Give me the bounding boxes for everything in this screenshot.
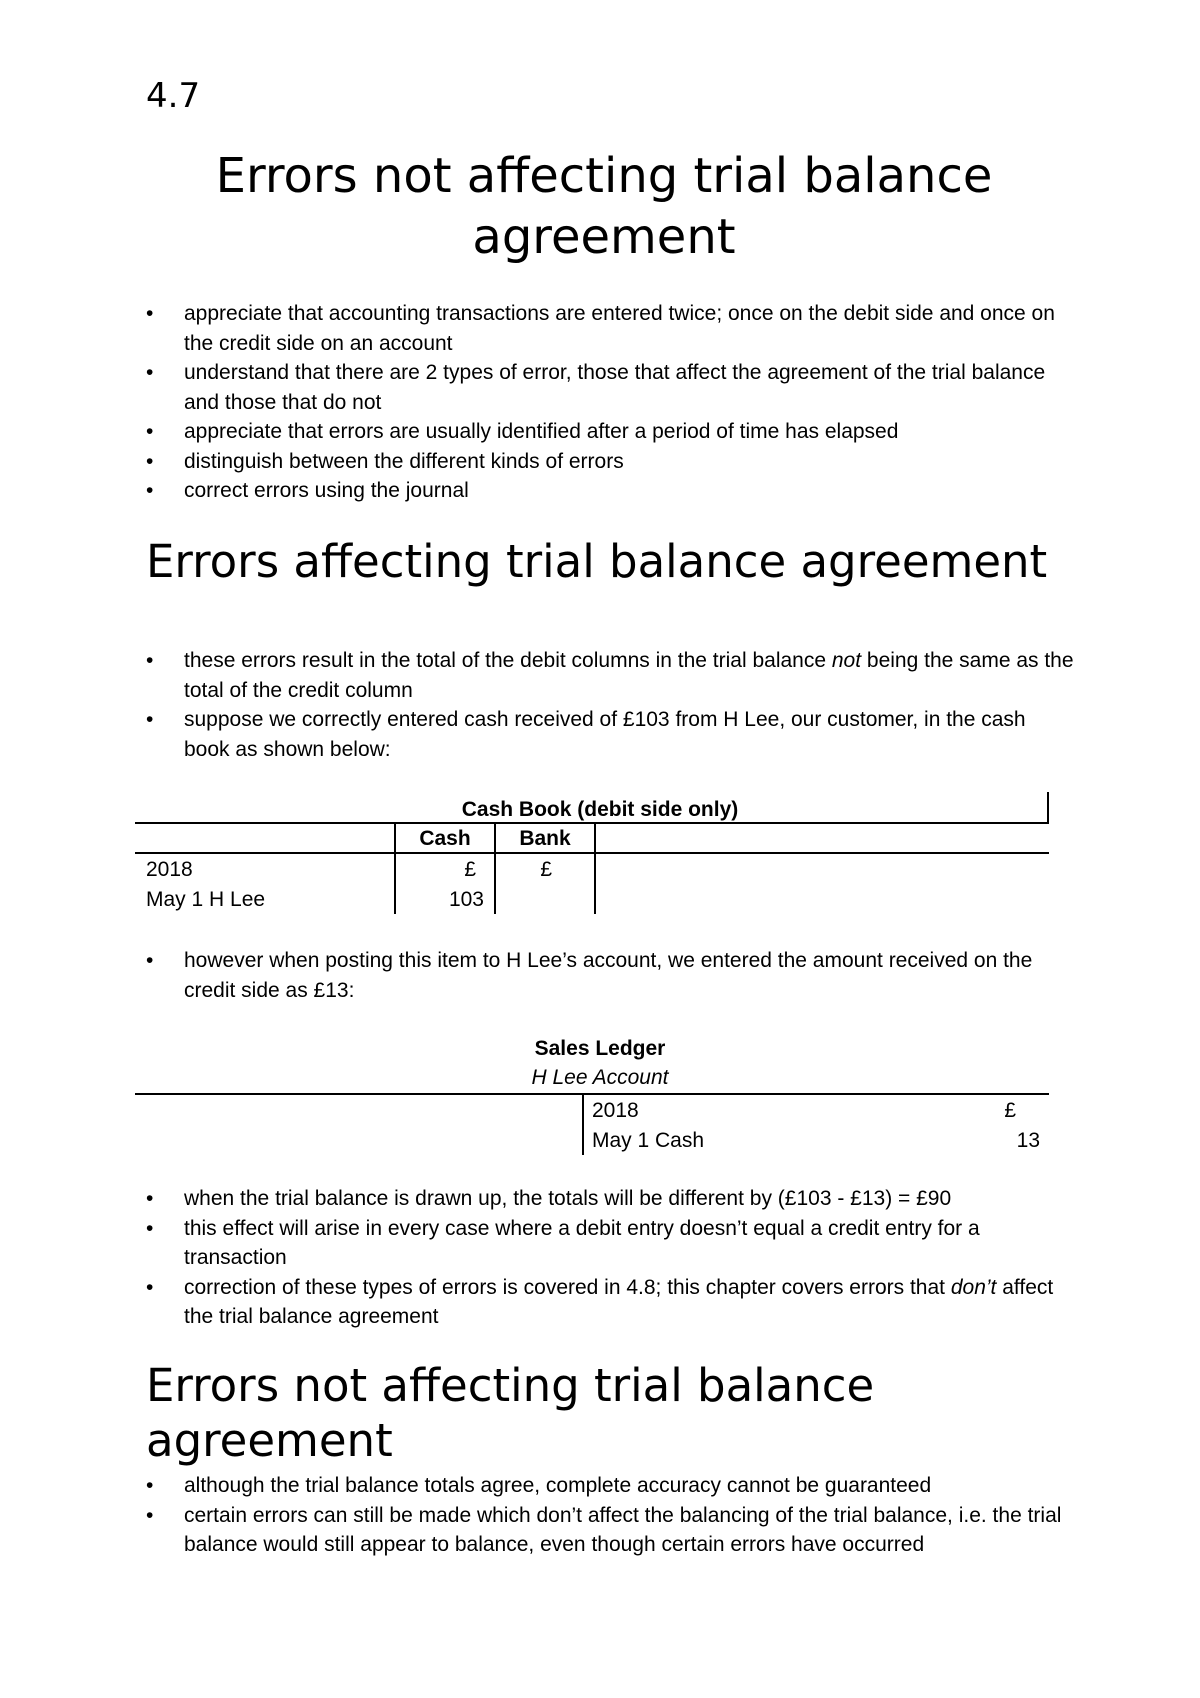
section2-list xyxy=(146,1471,1076,1560)
chapter-number: 4.7 xyxy=(146,76,201,116)
list-item: • although the trial balance totals agree, complete accuracy cannot be guaranteed xyxy=(146,1471,1076,1501)
ledger-subtitle: H Lee Account xyxy=(531,1066,669,1089)
table-cell-amount: 13 xyxy=(1016,1129,1040,1152)
column-header-cash: Cash xyxy=(419,827,471,850)
list-item: • distinguish between the different kinds of errors xyxy=(146,447,1076,477)
list-item: • suppose we correctly entered cash received of £103 from H Lee, our customer, in the cash book as shown below: xyxy=(146,705,1076,764)
page-title: Errors not affecting trial balance agreement xyxy=(215,148,993,265)
section-heading-affecting: Errors affecting trial balance agreement xyxy=(146,535,1048,588)
table-cell-amount: £ xyxy=(1004,1099,1016,1122)
table-border xyxy=(1047,792,1049,822)
list-item: • however when posting this item to H Lee’s account, we entered the amount received on the credit side as £13: xyxy=(146,946,1076,1005)
table-column-divider xyxy=(594,823,596,914)
list-item: • this effect will arise in every case where a debit entry doesn’t equal a credit entry for a transaction xyxy=(146,1214,1076,1273)
table-cell-date: 2018 xyxy=(146,858,193,881)
table-cell-date: 2018 xyxy=(592,1099,639,1122)
objectives-list xyxy=(146,299,1076,506)
table-cell-cash: £ xyxy=(464,858,476,881)
list-item: • these errors result in the total of the debit columns in the trial balance not being the same as the total of the credit column xyxy=(146,646,1076,705)
ledger-title: Sales Ledger xyxy=(534,1037,666,1060)
table-cell-date: May 1 H Lee xyxy=(146,888,266,911)
table-rule xyxy=(135,1093,1049,1095)
section1-list-b xyxy=(146,946,1076,1005)
column-header-bank: Bank xyxy=(519,827,571,850)
list-item: • appreciate that accounting transactions are entered twice; once on the debit side and once on the credit side on an account xyxy=(146,299,1076,358)
list-item: • correction of these types of errors is covered in 4.8; this chapter covers errors that don’t affect the trial balance agreement xyxy=(146,1273,1076,1332)
table-cell-date: May 1 Cash xyxy=(592,1129,705,1152)
section1-list-a xyxy=(146,646,1076,764)
section-heading-not-affecting: Errors not affecting trial balance agreement xyxy=(146,1359,875,1467)
table-cell-cash: 103 xyxy=(448,888,484,911)
list-item: • when the trial balance is drawn up, the totals will be different by (£103 - £13) = £90 xyxy=(146,1184,1076,1214)
list-item: • understand that there are 2 types of error, those that affect the agreement of the trial balance and those that do not xyxy=(146,358,1076,417)
list-item: • certain errors can still be made which don’t affect the balancing of the trial balance, i.e. the trial balance would still appear to balance, even though certain errors have occurred xyxy=(146,1501,1076,1560)
cash-book-title: Cash Book (debit side only) xyxy=(461,798,739,821)
list-item: • correct errors using the journal xyxy=(146,476,1076,506)
table-column-divider xyxy=(582,1094,584,1155)
section1-list-c xyxy=(146,1184,1076,1332)
table-cell-bank: £ xyxy=(540,858,552,881)
list-item: • appreciate that errors are usually identified after a period of time has elapsed xyxy=(146,417,1076,447)
